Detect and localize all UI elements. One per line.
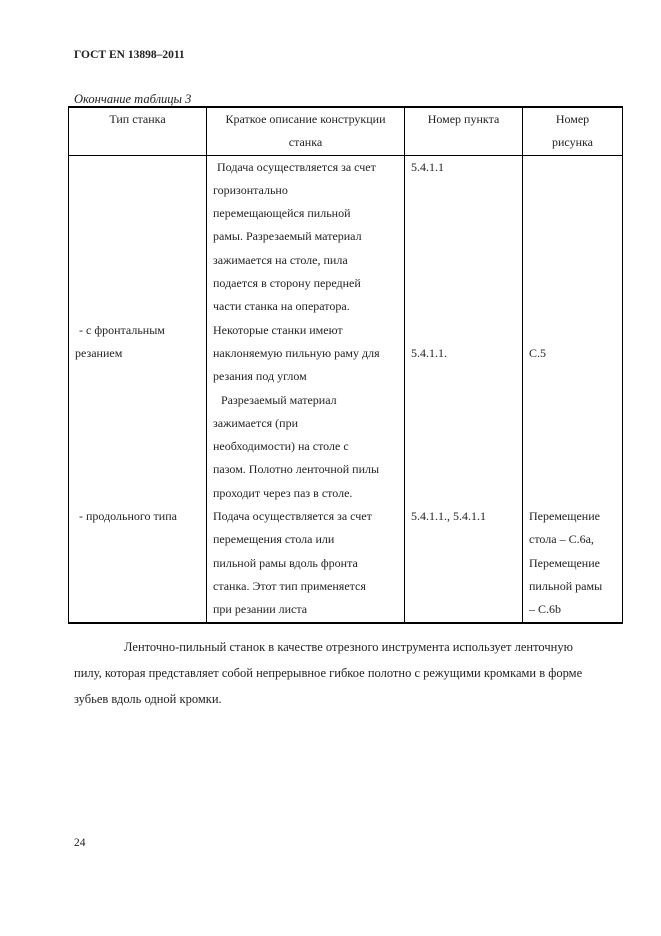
page-number: 24 xyxy=(74,837,86,849)
table-header-row xyxy=(69,107,623,155)
clause-number-cell xyxy=(405,155,523,622)
type-frontal: - с фронтальным xyxy=(79,322,165,337)
clause-2: 5.4.1.1. xyxy=(411,345,447,360)
figure-1: С.5 xyxy=(529,345,547,360)
table-row xyxy=(69,155,623,622)
figure-2: Перемещение xyxy=(529,509,600,524)
header-figure-number: Номер рисунка xyxy=(523,107,623,155)
header-machine-type: Тип станка xyxy=(69,107,207,155)
header-clause-number: Номер пункта xyxy=(405,107,523,155)
machine-types-table xyxy=(68,106,623,624)
machine-type-cell xyxy=(69,155,207,622)
clause-1: 5.4.1.1 xyxy=(411,159,444,174)
description-cell: Подача осуществляется за счет горизонтально перемещающейся пильной рамы. Разрезаемый материал зажимается на столе, пила подается в сторону передней части станка на оператора. Некоторые станки имеют наклоняемую пильную раму для резания под углом Разрезаемый материал зажимается (при необходимости) на столе с пазом. Полотно ленточной пилы проходит через паз в столе. Подача осуществляется за счет перемещения стола или пильной рамы вдоль фронта станка. Этот тип применяется при резании листа xyxy=(207,155,405,622)
table-caption: Окончание таблицы 3 xyxy=(74,92,192,106)
body-paragraph: Ленточно-пильный станок в качестве отрезного инструмента использует ленточную пилу, которая представляет собой непрерывное гибкое полотно с режущими кромками в форме зубьев вдоль одной кромки. xyxy=(74,640,583,706)
type-longitudinal: - продольного типа xyxy=(79,509,177,524)
type-frontal-cont: резанием xyxy=(75,345,123,360)
clause-3: 5.4.1.1., 5.4.1.1 xyxy=(411,509,486,524)
document-header: ГОСТ EN 13898–2011 xyxy=(74,49,185,61)
header-description: Краткое описание конструкции станка xyxy=(207,107,405,155)
figure-number-cell: С.5 Перемещение стола – С.6а, Перемещение пильной рамы – С.6b xyxy=(523,155,623,622)
